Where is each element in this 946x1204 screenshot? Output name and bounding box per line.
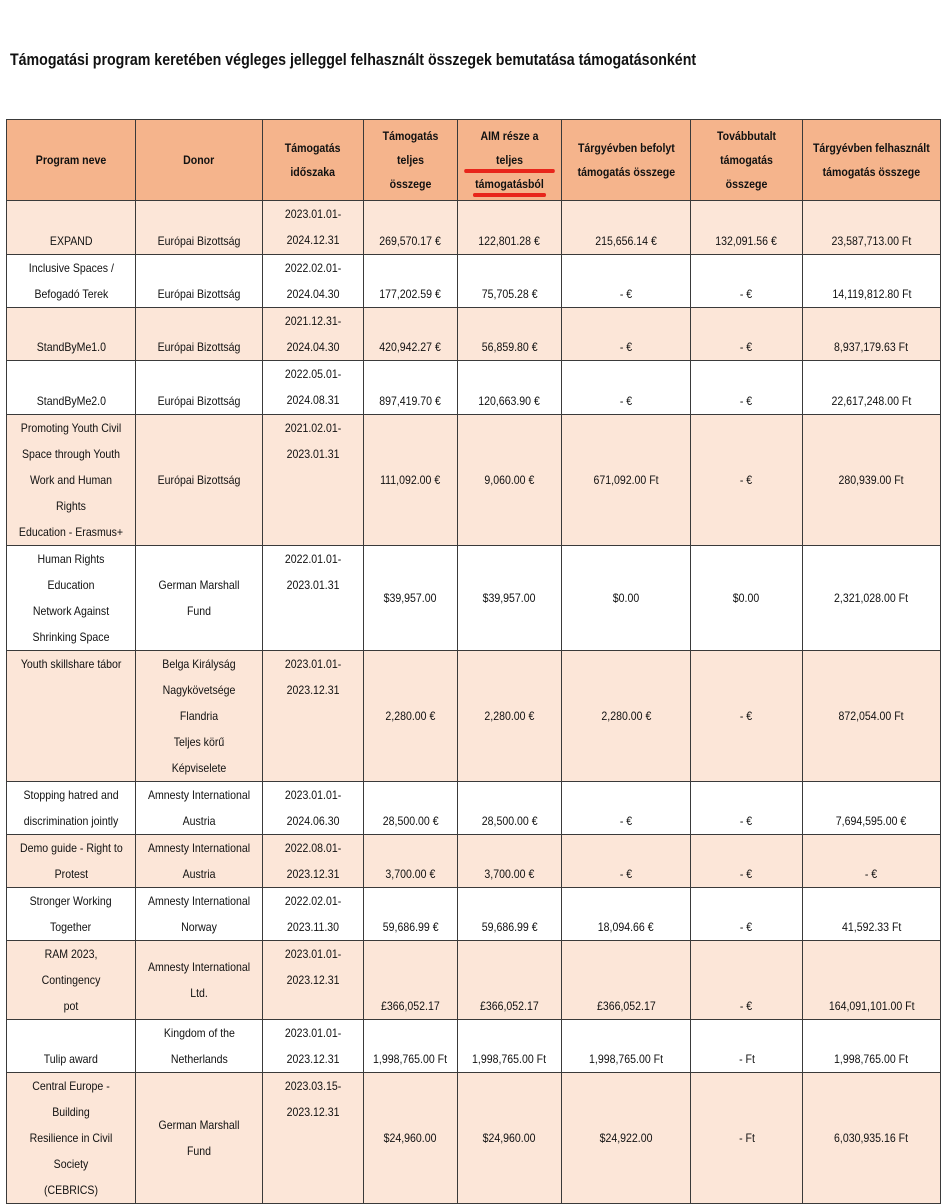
grant-table [6,119,941,1204]
cell-donor: Európai Bizottság [136,201,263,255]
cell-total-amount: 269,570.17 € [364,201,458,255]
cell-total-amount: £366,052.17 [364,941,458,1020]
cell-donor: German Marshall Fund [136,1073,263,1204]
cell-total-amount: 2,280.00 € [364,651,458,782]
cell-program-name: EXPAND [7,201,136,255]
cell-donor: Európai Bizottság [136,415,263,546]
cell-forwarded-amount: $0.00 [691,546,803,651]
col-header-period: Támogatás időszaka [263,120,364,201]
col-header-used: Tárgyévben felhasznált támogatás összege [803,120,941,201]
cell-period: 2023.01.01- 2023.12.31 [263,651,364,782]
cell-used-amount: 6,030,935.16 Ft [803,1073,941,1204]
cell-period: 2023.01.01- 2024.12.31 [263,201,364,255]
cell-donor: Amnesty International Norway [136,888,263,941]
table-row [7,546,941,651]
cell-program-name: Tulip award [7,1020,136,1073]
table-row [7,308,941,361]
table-row [7,651,941,782]
table-body [7,201,941,1204]
cell-received-amount: 18,094.66 € [562,888,691,941]
cell-forwarded-amount: - Ft [691,1073,803,1204]
cell-total-amount: 59,686.99 € [364,888,458,941]
table-row [7,415,941,546]
cell-received-amount: 671,092.00 Ft [562,415,691,546]
cell-forwarded-amount: - € [691,835,803,888]
cell-total-amount: $39,957.00 [364,546,458,651]
cell-received-amount: - € [562,255,691,308]
cell-used-amount: 1,998,765.00 Ft [803,1020,941,1073]
cell-received-amount: - € [562,782,691,835]
cell-program-name: Promoting Youth Civil Space through Youth Work and Human Rights Education - Erasmus+ [7,415,136,546]
cell-forwarded-amount: - € [691,941,803,1020]
cell-period: 2021.02.01- 2023.01.31 [263,415,364,546]
cell-used-amount: 164,091,101.00 Ft [803,941,941,1020]
cell-donor: Belga Királyság Nagykövetsége Flandria Teljes körű Képviselete [136,651,263,782]
cell-received-amount: - € [562,361,691,415]
cell-aim-share: £366,052.17 [458,941,562,1020]
cell-program-name: StandByMe1.0 [7,308,136,361]
cell-aim-share: 122,801.28 € [458,201,562,255]
cell-forwarded-amount: - € [691,308,803,361]
table-row [7,1020,941,1073]
cell-donor: Kingdom of the Netherlands [136,1020,263,1073]
cell-aim-share: 3,700.00 € [458,835,562,888]
col-header-received: Tárgyévben befolyt támogatás összege [562,120,691,201]
cell-received-amount: 1,998,765.00 Ft [562,1020,691,1073]
cell-program-name: Central Europe - Building Resilience in Civil Society (CEBRICS) [7,1073,136,1204]
cell-forwarded-amount: - € [691,782,803,835]
page-title: Támogatási program keretében végleges jelleggel felhasznált összegek bemutatása támogatásonként [10,51,697,69]
cell-program-name: Inclusive Spaces / Befogadó Terek [7,255,136,308]
cell-aim-share: 28,500.00 € [458,782,562,835]
cell-used-amount: - € [803,835,941,888]
table-row [7,361,941,415]
cell-used-amount: 872,054.00 Ft [803,651,941,782]
cell-used-amount: 2,321,028.00 Ft [803,546,941,651]
cell-forwarded-amount: - € [691,361,803,415]
cell-received-amount: 215,656.14 € [562,201,691,255]
cell-donor: German Marshall Fund [136,546,263,651]
cell-donor: Amnesty International Ltd. [136,941,263,1020]
cell-period: 2021.12.31- 2024.04.30 [263,308,364,361]
cell-forwarded-amount: - € [691,651,803,782]
cell-forwarded-amount: 132,091.56 € [691,201,803,255]
cell-program-name: StandByMe2.0 [7,361,136,415]
cell-aim-share: $24,960.00 [458,1073,562,1204]
cell-period: 2022.08.01- 2023.12.31 [263,835,364,888]
cell-total-amount: 897,419.70 € [364,361,458,415]
cell-used-amount: 280,939.00 Ft [803,415,941,546]
table-row [7,201,941,255]
cell-received-amount: 2,280.00 € [562,651,691,782]
cell-donor: Amnesty International Austria [136,782,263,835]
col-header-forwarded: Továbbutalt támogatás összege [691,120,803,201]
cell-aim-share: 120,663.90 € [458,361,562,415]
col-header-donor: Donor [136,120,263,201]
cell-forwarded-amount: - Ft [691,1020,803,1073]
cell-donor: Amnesty International Austria [136,835,263,888]
cell-aim-share: 75,705.28 € [458,255,562,308]
col-header-aim-share: AIM része a teljes támogatásból [458,120,562,201]
cell-total-amount: $24,960.00 [364,1073,458,1204]
table-row [7,1073,941,1204]
cell-used-amount: 23,587,713.00 Ft [803,201,941,255]
cell-total-amount: 1,998,765.00 Ft [364,1020,458,1073]
table-row [7,941,941,1020]
cell-total-amount: 111,092.00 € [364,415,458,546]
table-row [7,782,941,835]
cell-total-amount: 420,942.27 € [364,308,458,361]
cell-period: 2023.03.15- 2023.12.31 [263,1073,364,1204]
cell-forwarded-amount: - € [691,255,803,308]
table-row [7,888,941,941]
cell-total-amount: 3,700.00 € [364,835,458,888]
cell-used-amount: 8,937,179.63 Ft [803,308,941,361]
cell-period: 2023.01.01- 2023.12.31 [263,941,364,1020]
cell-aim-share: 59,686.99 € [458,888,562,941]
table-row [7,255,941,308]
cell-received-amount: $0.00 [562,546,691,651]
cell-aim-share: 2,280.00 € [458,651,562,782]
cell-program-name: Stronger Working Together [7,888,136,941]
cell-period: 2023.01.01- 2024.06.30 [263,782,364,835]
cell-program-name: RAM 2023, Contingency pot [7,941,136,1020]
cell-aim-share: 1,998,765.00 Ft [458,1020,562,1073]
cell-received-amount: $24,922.00 [562,1073,691,1204]
cell-received-amount: £366,052.17 [562,941,691,1020]
cell-forwarded-amount: - € [691,888,803,941]
cell-used-amount: 22,617,248.00 Ft [803,361,941,415]
cell-program-name: Human Rights Education Network Against Shrinking Space [7,546,136,651]
cell-period: 2022.05.01- 2024.08.31 [263,361,364,415]
cell-aim-share: 56,859.80 € [458,308,562,361]
cell-used-amount: 41,592.33 Ft [803,888,941,941]
cell-program-name: Stopping hatred and discrimination jointly [7,782,136,835]
cell-program-name: Demo guide - Right to Protest [7,835,136,888]
col-header-total: Támogatás teljes összege [364,120,458,201]
cell-donor: Európai Bizottság [136,361,263,415]
cell-aim-share: 9,060.00 € [458,415,562,546]
cell-period: 2022.02.01- 2023.11.30 [263,888,364,941]
col-header-program: Program neve [7,120,136,201]
cell-forwarded-amount: - € [691,415,803,546]
cell-received-amount: - € [562,308,691,361]
header-row [7,120,941,201]
cell-donor: Európai Bizottság [136,255,263,308]
cell-aim-share: $39,957.00 [458,546,562,651]
cell-program-name: Youth skillshare tábor [7,651,136,782]
cell-period: 2023.01.01- 2023.12.31 [263,1020,364,1073]
cell-received-amount: - € [562,835,691,888]
cell-donor: Európai Bizottság [136,308,263,361]
cell-period: 2022.02.01- 2024.04.30 [263,255,364,308]
table-row [7,835,941,888]
cell-used-amount: 14,119,812.80 Ft [803,255,941,308]
cell-period: 2022.01.01- 2023.01.31 [263,546,364,651]
cell-used-amount: 7,694,595.00 € [803,782,941,835]
cell-total-amount: 177,202.59 € [364,255,458,308]
cell-total-amount: 28,500.00 € [364,782,458,835]
